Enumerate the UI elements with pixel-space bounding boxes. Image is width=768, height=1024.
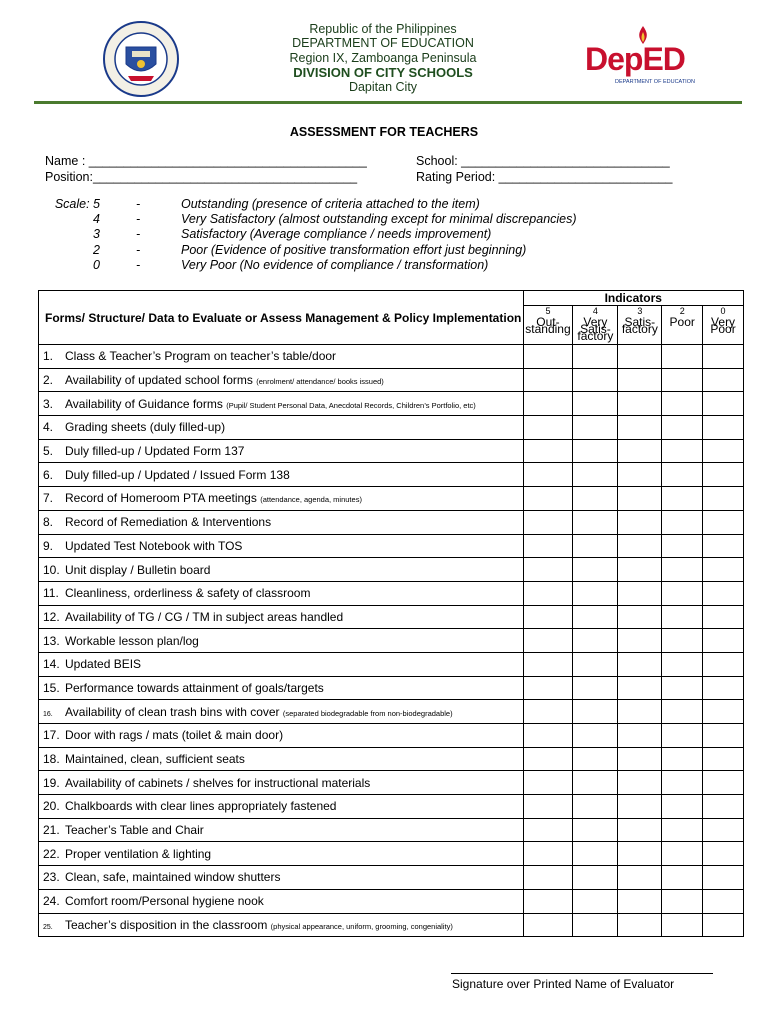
rating-cell[interactable] [618,581,662,605]
rating-cell[interactable] [523,392,573,416]
criterion-number: 24. [43,894,60,909]
rating-cell[interactable] [618,629,662,653]
criterion-number: 10. [43,562,60,577]
criterion-note: (separated biodegradable from non-biodegradable) [282,708,453,718]
table-row [39,747,744,771]
criterion-number: 13. [43,633,60,648]
criterion-note: (Pupil/ Student Personal Data, Anecdotal Records, Children’s Portfolio, etc) [226,400,476,410]
criterion-cell [39,345,524,369]
rating-cell[interactable] [703,534,744,558]
rating-cell[interactable] [523,889,573,913]
indicator-label: Very Satis-factory [577,315,614,343]
rating-cell[interactable] [703,439,744,463]
letterhead-department: DEPARTMENT OF EDUCATION [292,36,474,50]
rating-cell[interactable] [523,510,573,534]
rating-cell[interactable] [662,463,703,487]
rating-cell[interactable] [662,629,703,653]
scale-dash: - [136,197,141,211]
criterion-cell [39,368,524,392]
criterion-text: Duly filled-up / Updated Form 137 [65,444,245,459]
scale-row [40,227,740,242]
criterion-text: Unit display / Bulletin board [65,562,211,577]
rating-cell[interactable] [618,558,662,582]
criterion-number: 2. [43,373,54,388]
rating-cell[interactable] [573,416,618,440]
letterhead-region: Region IX, Zamboanga Peninsula [289,51,477,65]
rating-cell[interactable] [618,392,662,416]
scale-key: 4 [93,212,100,227]
rating-cell[interactable] [618,913,662,937]
rating-cell[interactable] [662,510,703,534]
rating-cell[interactable] [523,866,573,890]
rating-cell[interactable] [573,368,618,392]
rating-cell[interactable] [573,724,618,748]
rating-cell[interactable] [523,818,573,842]
rating-cell[interactable] [662,866,703,890]
table-row [39,558,744,582]
letterhead-division: DIVISION OF CITY SCHOOLS [293,65,473,80]
rating-cell[interactable] [573,700,618,724]
criterion-cell [39,534,524,558]
criterion-cell [39,747,524,771]
criterion-text: Record of Homeroom PTA meetings [65,491,257,506]
criterion-cell [39,913,524,937]
rating-cell[interactable] [662,581,703,605]
criterion-text: Workable lesson plan/log [65,633,199,648]
rating-cell[interactable] [573,676,618,700]
criterion-text: Availability of clean trash bins with cover [65,704,280,719]
criterion-text: Availability of Guidance forms [65,396,223,411]
scale-row [40,197,740,212]
criterion-cell [39,558,524,582]
criterion-number: 19. [43,775,60,790]
rating-cell[interactable] [573,534,618,558]
rating-cell[interactable] [618,345,662,369]
criterion-text: Teacher’s disposition in the classroom [65,917,268,932]
rating-cell[interactable] [662,747,703,771]
criterion-cell [39,866,524,890]
school-field[interactable]: School: ______________________________ [416,154,670,168]
criterion-number: 9. [43,538,54,553]
rating-cell[interactable] [703,724,744,748]
rating-cell[interactable] [662,913,703,937]
criterion-cell [39,439,524,463]
scale-key: 3 [93,227,100,242]
deped-seal-logo [96,20,186,98]
rating-cell[interactable] [662,534,703,558]
scale-description: Poor (Evidence of positive transformation effort just beginning) [181,242,527,257]
rating-cell[interactable] [703,700,744,724]
rating-cell[interactable] [703,842,744,866]
scale-row [40,212,740,227]
criterion-number: 12. [43,609,60,624]
rating-cell[interactable] [523,842,573,866]
rating-cell[interactable] [618,818,662,842]
rating-cell[interactable] [703,581,744,605]
table-row [39,700,744,724]
rating-cell[interactable] [662,345,703,369]
criteria-header: Forms/ Structure/ Data to Evaluate or Assess Management & Policy Implementation [39,291,524,345]
rating-cell[interactable] [703,605,744,629]
criterion-number: 4. [43,420,54,435]
rating-cell[interactable] [573,510,618,534]
rating-cell[interactable] [662,416,703,440]
criterion-number: 3. [43,396,54,411]
table-row [39,889,744,913]
criterion-number: 6. [43,467,54,482]
rating-cell[interactable] [573,487,618,511]
rating-cell[interactable] [662,724,703,748]
criterion-number: 16. [43,710,53,718]
letterhead-republic: Republic of the Philippines [309,22,457,36]
rating-cell[interactable] [573,866,618,890]
criterion-cell [39,795,524,819]
scale-row [40,243,740,258]
criterion-cell [39,510,524,534]
criterion-cell [39,416,524,440]
indicator-label: Very Poor [710,315,736,336]
table-row [39,866,744,890]
table-row [39,771,744,795]
rating-cell[interactable] [662,700,703,724]
rating-cell[interactable] [618,463,662,487]
rating-cell[interactable] [573,558,618,582]
rating-cell[interactable] [662,818,703,842]
criterion-cell [39,463,524,487]
rating-cell[interactable] [618,795,662,819]
rating-cell[interactable] [703,652,744,676]
rating-cell[interactable] [662,889,703,913]
criterion-cell [39,818,524,842]
criterion-cell [39,771,524,795]
rating-cell[interactable] [662,605,703,629]
criterion-text: Comfort room/Personal hygiene nook [65,894,264,909]
table-row [39,581,744,605]
rating-cell[interactable] [662,487,703,511]
rating-cell[interactable] [703,463,744,487]
criterion-text: Performance towards attainment of goals/targets [65,680,324,695]
rating-cell[interactable] [662,368,703,392]
rating-cell[interactable] [703,818,744,842]
criterion-text: Proper ventilation & lighting [65,846,212,861]
criterion-number: 5. [43,444,54,459]
indicator-column-header [523,306,573,345]
rating-cell[interactable] [523,487,573,511]
table-row [39,416,744,440]
table-row [39,629,744,653]
scale-description: Satisfactory (Average compliance / needs improvement) [181,227,492,242]
table-row [39,534,744,558]
rating-cell[interactable] [523,724,573,748]
rating-cell[interactable] [573,842,618,866]
scale-dash: - [136,227,141,242]
criterion-number: 17. [43,728,60,743]
rating-cell[interactable] [523,534,573,558]
criterion-number: 14. [43,657,60,672]
criterion-text: Maintained, clean, sufficient seats [65,752,245,767]
rating-cell[interactable] [573,818,618,842]
indicator-column-header [662,306,703,345]
table-row [39,652,744,676]
criterion-cell [39,842,524,866]
rating-cell[interactable] [703,558,744,582]
table-row [39,345,744,369]
criterion-cell [39,652,524,676]
rating-cell[interactable] [523,558,573,582]
rating-cell[interactable] [662,652,703,676]
indicator-label: Out-standing [525,315,571,336]
name-field[interactable]: Name : ________________________________________ [45,154,367,168]
rating-cell[interactable] [703,368,744,392]
scale-description: Very Satisfactory (almost outstanding except for minimal discrepancies) [181,212,577,227]
table-row [39,676,744,700]
criterion-number: 1. [43,349,54,364]
scale-description: Very Poor (No evidence of compliance / transformation) [181,257,489,272]
rating-cell[interactable] [573,795,618,819]
indicator-column-header [573,306,618,345]
criterion-text: Teacher’s Table and Chair [65,823,204,838]
table-row [39,913,744,937]
rating-cell[interactable] [703,913,744,937]
rating-cell[interactable] [618,487,662,511]
rating-cell[interactable] [703,345,744,369]
rating-cell[interactable] [618,771,662,795]
criterion-number: 8. [43,515,54,530]
criterion-text: Availability of cabinets / shelves for instructional materials [65,775,371,790]
rating-cell[interactable] [523,605,573,629]
rating-cell[interactable] [618,605,662,629]
header-divider [34,101,742,104]
rating-cell[interactable] [618,866,662,890]
table-row [39,439,744,463]
table-row [39,818,744,842]
rating-cell[interactable] [523,795,573,819]
rating-cell[interactable] [618,747,662,771]
criterion-cell [39,724,524,748]
rating-cell[interactable] [703,866,744,890]
rating-cell[interactable] [618,842,662,866]
rating-cell[interactable] [662,392,703,416]
rating-cell[interactable] [703,795,744,819]
criterion-number: 15. [43,680,60,695]
rating-cell[interactable] [573,889,618,913]
criterion-number: 21. [43,823,60,838]
rating-cell[interactable] [703,747,744,771]
criterion-number: 18. [43,752,60,767]
rating-cell[interactable] [523,368,573,392]
rating-period-field[interactable]: Rating Period: _________________________ [416,170,673,184]
criterion-cell [39,889,524,913]
rating-cell[interactable] [573,345,618,369]
scale-key: 2 [93,242,100,257]
rating-cell[interactable] [618,889,662,913]
rating-cell[interactable] [573,629,618,653]
indicator-number: 3 [637,306,643,316]
indicator-number: 4 [592,306,598,316]
rating-cell[interactable] [573,439,618,463]
table-row [39,392,744,416]
criterion-note: (physical appearance, uniform, grooming, congeniality) [270,921,453,931]
rating-cell[interactable] [523,771,573,795]
letterhead-city: Dapitan City [348,80,418,94]
criterion-number: 20. [43,799,60,814]
criterion-cell [39,487,524,511]
rating-cell[interactable] [662,842,703,866]
rating-cell[interactable] [573,605,618,629]
rating-cell[interactable] [573,913,618,937]
criterion-text: Grading sheets (duly filled-up) [65,420,226,435]
rating-cell[interactable] [523,676,573,700]
rating-cell[interactable] [618,676,662,700]
table-row [39,510,744,534]
rating-cell[interactable] [703,889,744,913]
table-row [39,795,744,819]
criterion-text: Availability of updated school forms [65,373,253,388]
scale-dash: - [136,242,141,257]
criterion-note: (attendance, agenda, minutes) [260,495,362,505]
criterion-note: (enrolment/ attendance/ books issued) [256,377,384,387]
deped-wordmark: DepED [585,41,685,77]
rating-cell[interactable] [618,510,662,534]
criterion-cell [39,676,524,700]
table-row [39,463,744,487]
rating-cell[interactable] [703,487,744,511]
indicator-column-header [703,306,744,345]
criterion-text: Record of Remediation & Interventions [65,515,272,530]
indicator-column-header [618,306,662,345]
position-field[interactable]: Position:______________________________________ [45,170,358,184]
criterion-cell [39,605,524,629]
criterion-number: 25. [43,923,53,931]
criterion-text: Availability of TG / CG / TM in subject areas handled [65,609,344,624]
scale-description: Outstanding (presence of criteria attached to the item) [181,197,480,211]
indicator-label: Satis-factory [621,315,658,336]
rating-cell[interactable] [573,747,618,771]
rating-cell[interactable] [573,581,618,605]
rating-cell[interactable] [573,771,618,795]
rating-cell[interactable] [618,534,662,558]
rating-cell[interactable] [523,416,573,440]
table-row [39,605,744,629]
rating-cell[interactable] [523,747,573,771]
rating-cell[interactable] [703,629,744,653]
document-title: ASSESSMENT FOR TEACHERS [289,125,479,139]
rating-cell[interactable] [523,581,573,605]
scale-dash: - [136,257,141,272]
indicator-label: Poor [669,315,695,329]
rating-cell[interactable] [703,510,744,534]
criterion-text: Clean, safe, maintained window shutters [65,870,281,885]
rating-cell[interactable] [618,416,662,440]
scale-row [40,258,740,273]
criterion-number: 23. [43,870,60,885]
criterion-number: 22. [43,846,60,861]
deped-subtext: DEPARTMENT OF EDUCATION [615,79,695,85]
indicators-header: Indicators [523,291,744,306]
rating-cell[interactable] [618,439,662,463]
rating-cell[interactable] [523,439,573,463]
rating-cell[interactable] [703,392,744,416]
criterion-text: Chalkboards with clear lines appropriately fastened [65,799,337,814]
deped-logo [585,26,695,90]
scale-key: 0 [93,257,100,272]
rating-cell[interactable] [523,652,573,676]
criterion-cell [39,392,524,416]
rating-cell[interactable] [618,368,662,392]
rating-cell[interactable] [662,676,703,700]
rating-cell[interactable] [703,416,744,440]
criterion-cell [39,629,524,653]
scale-key: Scale: 5 [54,197,100,211]
indicator-number: 0 [720,306,726,316]
rating-cell[interactable] [573,463,618,487]
rating-cell[interactable] [573,392,618,416]
criterion-text: Class & Teacher’s Program on teacher’s table/door [65,349,337,364]
criterion-number: 7. [43,491,54,506]
criterion-text: Updated BEIS [65,657,142,672]
criterion-text: Cleanliness, orderliness & safety of classroom [65,586,311,601]
rating-cell[interactable] [662,558,703,582]
indicator-number: 2 [679,306,685,316]
rating-cell[interactable] [523,345,573,369]
criterion-text: Duly filled-up / Updated / Issued Form 138 [65,467,290,482]
rating-cell[interactable] [573,652,618,676]
table-row [39,724,744,748]
rating-cell[interactable] [523,463,573,487]
scale-dash: - [136,212,141,227]
rating-cell[interactable] [618,652,662,676]
rating-cell[interactable] [523,913,573,937]
rating-cell[interactable] [523,629,573,653]
criterion-cell [39,581,524,605]
rating-cell[interactable] [662,795,703,819]
signature-label: Signature over Printed Name of Evaluator [452,977,675,991]
indicator-number: 5 [545,306,551,316]
signature-line[interactable] [451,973,713,974]
table-row [39,368,744,392]
criterion-text: Door with rags / mats (toilet & main door) [65,728,284,743]
rating-cell[interactable] [662,771,703,795]
rating-cell[interactable] [523,700,573,724]
rating-cell[interactable] [703,676,744,700]
assessment-table [38,290,744,937]
rating-cell[interactable] [618,724,662,748]
rating-cell[interactable] [703,771,744,795]
criterion-number: 11. [43,586,59,601]
rating-cell[interactable] [618,700,662,724]
criterion-text: Updated Test Notebook with TOS [65,538,243,553]
criterion-cell [39,700,524,724]
table-row [39,842,744,866]
table-row [39,487,744,511]
rating-cell[interactable] [662,439,703,463]
